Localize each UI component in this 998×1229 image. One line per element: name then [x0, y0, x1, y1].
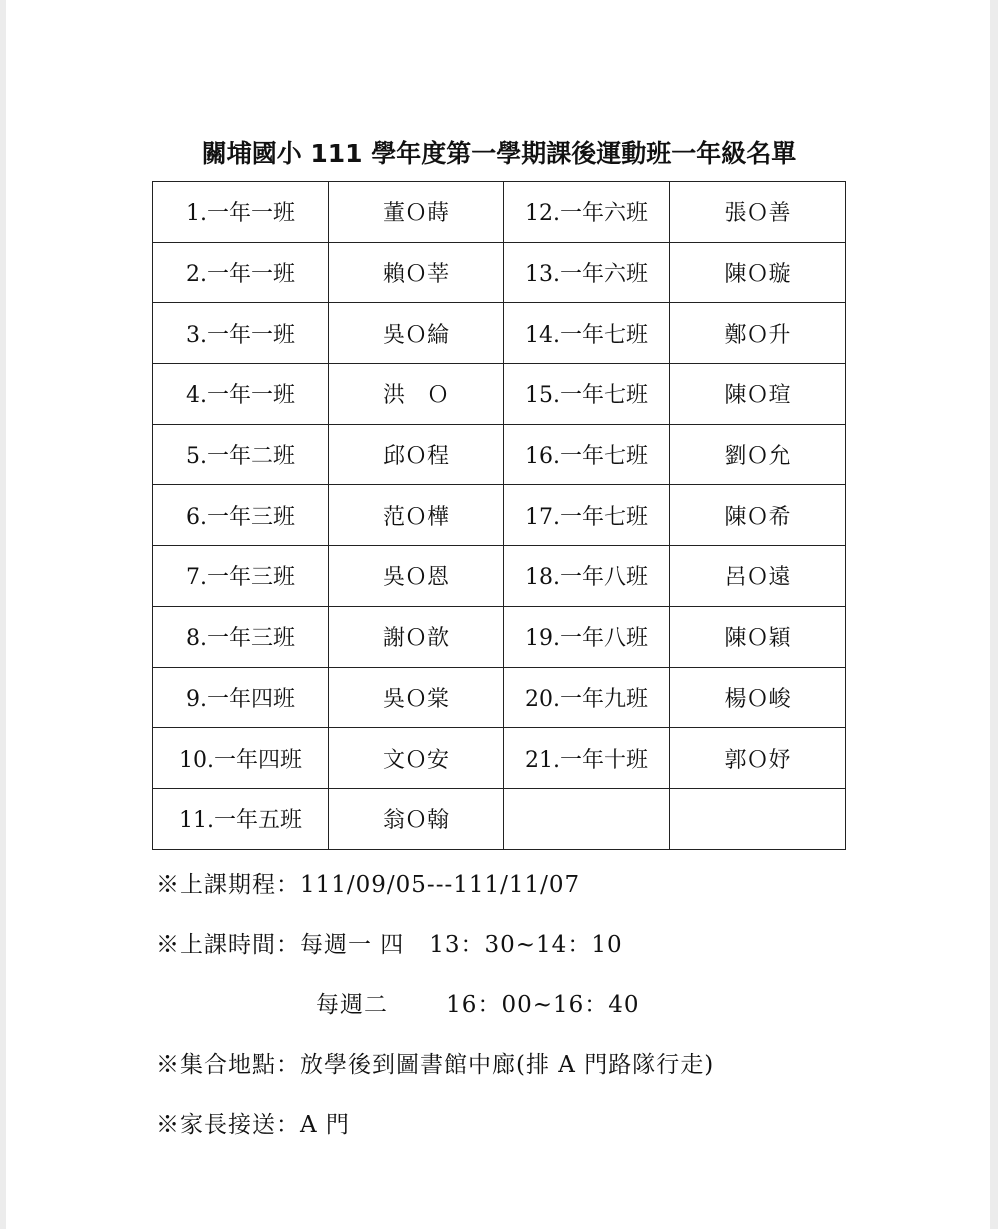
student-name-cell: 吳Ｏ棠	[329, 667, 504, 728]
class-cell: 18.一年八班	[504, 546, 670, 607]
class-cell: 14.一年七班	[504, 303, 670, 364]
parent-pickup: ※家長接送：A 門	[156, 1112, 350, 1138]
student-name-cell: 楊Ｏ峻	[670, 667, 846, 728]
student-name-cell: 郭Ｏ妤	[670, 728, 846, 789]
meeting-location: ※集合地點：放學後到圖書館中廊(排 A 門路隊行走)	[156, 1052, 715, 1078]
table-row	[153, 364, 846, 425]
table-row	[153, 424, 846, 485]
table-row	[153, 485, 846, 546]
student-name-cell: 陳Ｏ希	[670, 485, 846, 546]
student-name-cell: 陳Ｏ穎	[670, 606, 846, 667]
student-name-cell: 陳Ｏ璇	[670, 242, 846, 303]
table-row	[153, 182, 846, 243]
document-title: 關埔國小 111 學年度第一學期課後運動班一年級名單	[201, 139, 797, 168]
student-name-cell: 賴Ｏ莘	[329, 242, 504, 303]
student-name-cell: 吳Ｏ綸	[329, 303, 504, 364]
table-row	[153, 606, 846, 667]
student-name-cell: 劉Ｏ允	[670, 424, 846, 485]
class-cell: 16.一年七班	[504, 424, 670, 485]
student-name-cell: 吳Ｏ恩	[329, 546, 504, 607]
student-name-cell: 謝Ｏ歆	[329, 606, 504, 667]
class-cell: 5.一年二班	[153, 424, 329, 485]
class-cell: 1.一年一班	[153, 182, 329, 243]
class-cell: 11.一年五班	[153, 788, 329, 849]
class-cell: 21.一年十班	[504, 728, 670, 789]
student-roster-table	[152, 181, 846, 850]
class-cell: 20.一年九班	[504, 667, 670, 728]
student-name-cell: 文Ｏ安	[329, 728, 504, 789]
class-cell: 15.一年七班	[504, 364, 670, 425]
class-cell: 9.一年四班	[153, 667, 329, 728]
class-cell: 8.一年三班	[153, 606, 329, 667]
schedule-period: ※上課期程：111/09/05---111/11/07	[156, 872, 581, 898]
class-cell: 17.一年七班	[504, 485, 670, 546]
schedule-time-tue: 每週二 16：00~16：40	[316, 992, 640, 1018]
class-cell: 19.一年八班	[504, 606, 670, 667]
class-cell: 2.一年一班	[153, 242, 329, 303]
table-row	[153, 728, 846, 789]
class-cell: 6.一年三班	[153, 485, 329, 546]
table-row	[153, 546, 846, 607]
student-name-cell: 鄭Ｏ升	[670, 303, 846, 364]
student-name-cell: 張Ｏ善	[670, 182, 846, 243]
class-cell: 7.一年三班	[153, 546, 329, 607]
class-cell: 13.一年六班	[504, 242, 670, 303]
student-name-cell: 翁Ｏ翰	[329, 788, 504, 849]
student-name-cell: 呂Ｏ遠	[670, 546, 846, 607]
schedule-time-mon-thu: ※上課時間：每週一 四 13：30~14：10	[156, 932, 623, 958]
class-cell	[504, 788, 670, 849]
student-name-cell: 邱Ｏ程	[329, 424, 504, 485]
class-cell: 12.一年六班	[504, 182, 670, 243]
class-cell: 4.一年一班	[153, 364, 329, 425]
student-name-cell: 陳Ｏ瑄	[670, 364, 846, 425]
table-row	[153, 788, 846, 849]
student-name-cell	[670, 788, 846, 849]
student-name-cell: 范Ｏ樺	[329, 485, 504, 546]
table-row	[153, 242, 846, 303]
class-cell: 3.一年一班	[153, 303, 329, 364]
student-name-cell: 洪 Ｏ	[329, 364, 504, 425]
table-row	[153, 303, 846, 364]
table-row	[153, 667, 846, 728]
class-cell: 10.一年四班	[153, 728, 329, 789]
student-name-cell: 董Ｏ蒔	[329, 182, 504, 243]
